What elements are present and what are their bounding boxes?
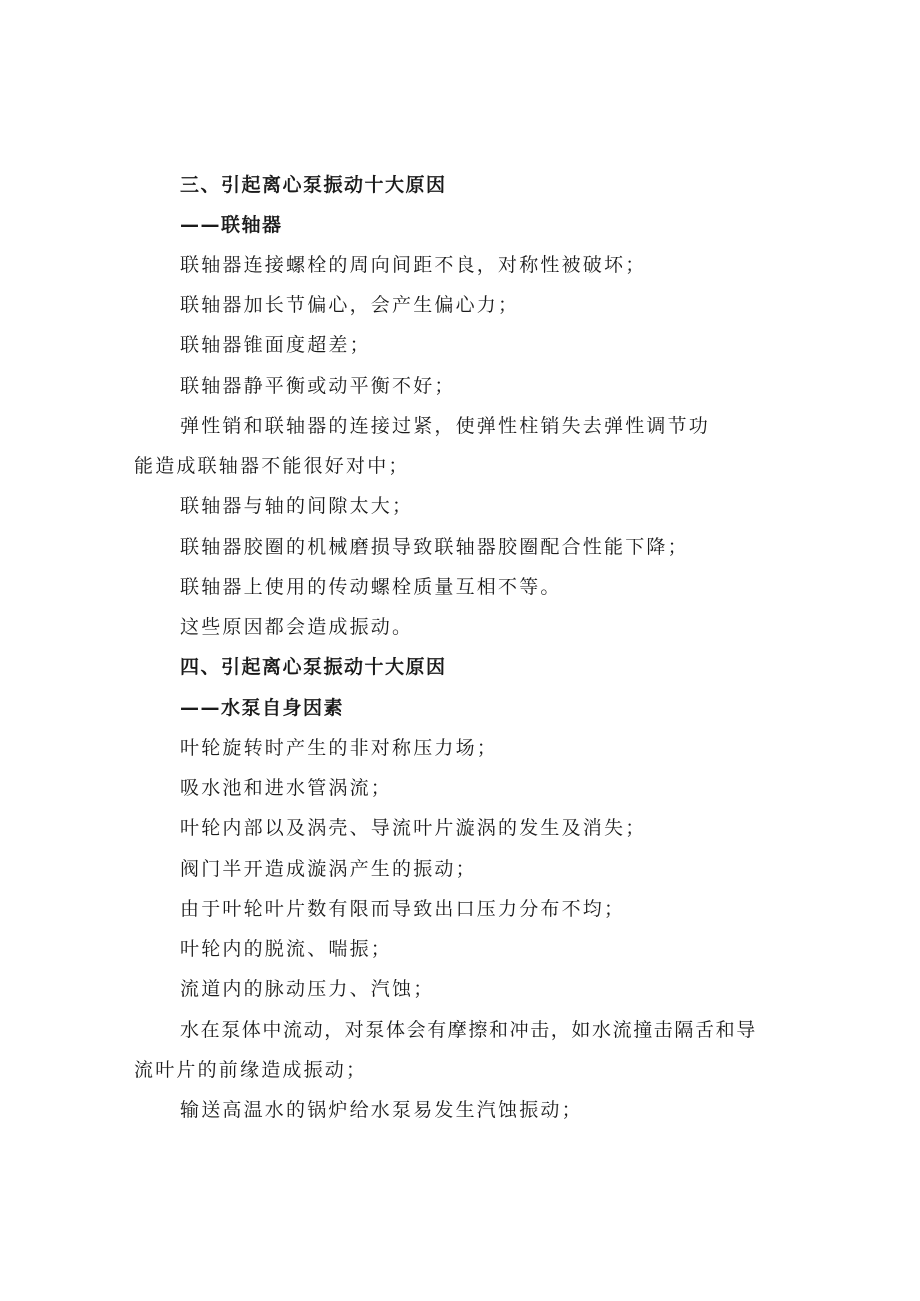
paragraph-line-continued: 流叶片的前缘造成振动； xyxy=(134,1059,368,1081)
paragraph-line: 联轴器胶圈的机械磨损导致联轴器胶圈配合性能下降； xyxy=(180,536,689,558)
section-4-heading: 四、引起离心泵振动十大原因 xyxy=(180,656,447,678)
paragraph-line: 由于叶轮叶片数有限而导致出口压力分布不均； xyxy=(180,898,626,920)
paragraph-line: 这些原因都会造成振动。 xyxy=(180,616,414,638)
paragraph-line: 吸水池和进水管涡流； xyxy=(180,777,393,799)
section-3-subheading: ——联轴器 xyxy=(180,214,283,236)
section-4-subheading: ——水泵自身因素 xyxy=(180,697,345,719)
paragraph-line: 联轴器加长节偏心，会产生偏心力； xyxy=(180,294,520,316)
paragraph-line: 阀门半开造成漩涡产生的振动； xyxy=(180,858,477,880)
paragraph-line: 输送高温水的锅炉给水泵易发生汽蚀振动； xyxy=(180,1099,583,1121)
paragraph-line: 联轴器上使用的传动螺栓质量互相不等。 xyxy=(180,576,562,598)
paragraph-line: 叶轮内的脱流、喘振； xyxy=(180,938,393,960)
paragraph-line: 水在泵体中流动，对泵体会有摩擦和冲击，如水流撞击隔舌和导 xyxy=(180,1019,757,1041)
paragraph-line: 叶轮内部以及涡壳、导流叶片漩涡的发生及消失； xyxy=(180,817,647,839)
paragraph-line: 联轴器静平衡或动平衡不好； xyxy=(180,375,456,397)
paragraph-line: 联轴器锥面度超差； xyxy=(180,334,371,356)
paragraph-line: 流道内的脉动压力、汽蚀； xyxy=(180,978,435,1000)
paragraph-line: 联轴器与轴的间隙太大； xyxy=(180,495,414,517)
section-3-heading: 三、引起离心泵振动十大原因 xyxy=(180,174,447,196)
paragraph-line: 弹性销和联轴器的连接过紧，使弹性柱销失去弹性调节功 xyxy=(180,415,711,437)
paragraph-line: 联轴器连接螺栓的周向间距不良，对称性被破坏； xyxy=(180,254,647,276)
paragraph-line-continued: 能造成联轴器不能很好对中； xyxy=(134,455,410,477)
paragraph-line: 叶轮旋转时产生的非对称压力场； xyxy=(180,737,499,759)
